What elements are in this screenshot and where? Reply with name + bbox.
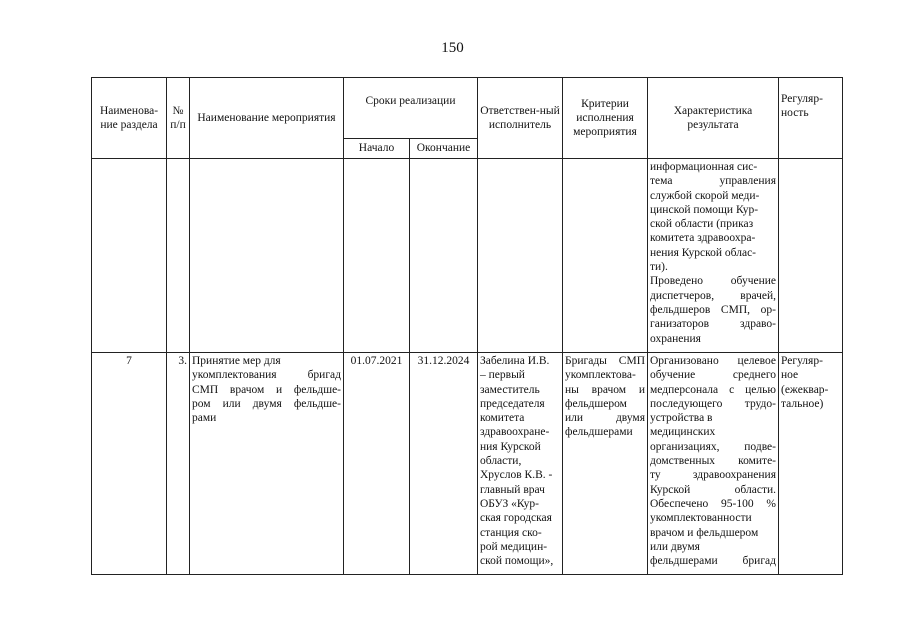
cell-criteria xyxy=(563,353,648,575)
header-deadlines: Сроки реализации xyxy=(344,78,478,139)
responsible-text-line: комитета xyxy=(480,412,525,425)
responsible-text-line: – первый xyxy=(480,369,525,382)
cell-item-empty xyxy=(167,159,190,353)
header-responsible: Ответствен-ный исполнитель xyxy=(478,78,563,159)
result-continued-line: комитета здравоохра- xyxy=(650,232,756,245)
responsible-text-line: ОБУЗ «Кур- xyxy=(480,497,540,510)
result-continued-line: службой скорой меди- xyxy=(650,189,760,202)
result-continued-line: диспетчеров, врачей, xyxy=(650,289,776,302)
result-text-line: устройства в xyxy=(650,412,713,425)
cell-regularity xyxy=(779,353,843,575)
cell-regularity-empty xyxy=(779,159,843,353)
header-result: Характеристика результата xyxy=(648,78,779,159)
regularity-text-line: Регуляр- xyxy=(781,355,823,367)
result-text-line: ту здравоохранения xyxy=(650,469,776,482)
responsible-text-line: рой медицин- xyxy=(480,540,548,553)
result-text-line: организациях, подве- xyxy=(650,440,776,453)
cell-start-empty xyxy=(344,159,410,353)
regularity-text-line: ное xyxy=(781,369,799,382)
responsible-text-line: ской помощи», xyxy=(480,555,554,568)
result-continued-line: фельдшеров СМП, ор- xyxy=(650,303,776,316)
result-text-line: фельдшерами бригад xyxy=(650,555,776,568)
event-text-line: СМП врачом и фельдше- xyxy=(192,383,341,396)
criteria-text xyxy=(565,354,645,440)
result-continued-line: тема управления xyxy=(650,175,776,188)
header-event-name: Наименование мероприятия xyxy=(190,78,344,159)
cell-end-empty xyxy=(410,159,478,353)
result-text-line: домственных комите- xyxy=(650,455,776,468)
result-continued-line: охранения xyxy=(650,332,701,345)
regularity-text-line: тальное) xyxy=(781,397,824,410)
cell-event xyxy=(190,353,344,575)
result-text-line: медицинских xyxy=(650,426,716,439)
result-continued-line: цинской помощи Кур- xyxy=(650,203,759,216)
result-text-line: или двумя xyxy=(650,540,700,553)
result-continued-line: ганизаторов здраво- xyxy=(650,318,776,331)
criteria-text-line: или двумя xyxy=(565,412,645,425)
cell-criteria-empty xyxy=(563,159,648,353)
cell-event-empty xyxy=(190,159,344,353)
page-number: 150 xyxy=(441,40,464,56)
cell-end: 31.12.2024 xyxy=(410,353,478,575)
cell-responsible-empty xyxy=(478,159,563,353)
event-text-line: рами xyxy=(192,412,217,425)
cell-start: 01.07.2021 xyxy=(344,353,410,575)
result-text-line: обучение среднего xyxy=(650,369,776,382)
result-text-line: последующего трудо- xyxy=(650,397,776,410)
header-section-name: Наименова-ние раздела xyxy=(92,78,167,159)
result-continued-text xyxy=(650,160,776,346)
responsible-text xyxy=(480,354,560,568)
responsible-text-line: главный врач xyxy=(480,483,545,496)
regularity-text xyxy=(781,354,840,411)
event-text-line: Принятие мер для xyxy=(192,355,281,367)
criteria-text-line: укомплектова- xyxy=(565,369,636,382)
header-item-no: № п/п xyxy=(167,78,190,159)
result-text-line: Организовано целевое xyxy=(650,355,776,367)
responsible-text-line: заместитель xyxy=(480,383,540,396)
header-regularity: Регуляр-ность xyxy=(779,78,843,159)
responsible-text-line: Забелина И.В. xyxy=(480,355,550,367)
result-continued-line: ти). xyxy=(650,261,668,274)
event-text-line: укомплектования бригад xyxy=(192,369,341,382)
responsible-text-line: Хруслов К.В. - xyxy=(480,469,553,482)
responsible-text-line: здравоохране- xyxy=(480,426,550,439)
header-row-1 xyxy=(92,78,843,139)
table-row-continued xyxy=(92,159,843,353)
regularity-text-line: (ежеквар- xyxy=(781,383,829,396)
result-text xyxy=(650,354,776,568)
table-row-7 xyxy=(92,353,843,575)
event-text xyxy=(192,354,341,425)
responsible-text-line: председателя xyxy=(480,397,545,410)
header-end: Окончание xyxy=(410,139,478,159)
result-text-line: врачом и фельдшером xyxy=(650,526,759,539)
criteria-text-line: фельдшерами xyxy=(565,426,633,439)
result-text-line: укомплектованности xyxy=(650,512,752,525)
result-continued-line: ской области (приказ xyxy=(650,218,754,231)
cell-section-empty xyxy=(92,159,167,353)
cell-result xyxy=(648,353,779,575)
event-text-line: ром или двумя фельдше- xyxy=(192,397,341,410)
criteria-text-line: Бригады СМП xyxy=(565,355,645,367)
result-continued-line: Проведено обучение xyxy=(650,275,776,288)
result-continued-line: нения Курской облас- xyxy=(650,246,757,259)
responsible-text-line: ская городская xyxy=(480,512,552,525)
result-continued-line: информационная сис- xyxy=(650,161,758,173)
cell-responsible xyxy=(478,353,563,575)
result-text-line: Курской области. xyxy=(650,483,776,496)
criteria-text-line: фельдшером xyxy=(565,397,627,410)
header-criteria: Критерии исполнения мероприятия xyxy=(563,78,648,159)
criteria-text-line: ны врачом и xyxy=(565,383,645,396)
responsible-text-line: станция ско- xyxy=(480,526,542,539)
result-text-line: Обеспечено 95-100 % xyxy=(650,497,776,510)
cell-item-no: 3. xyxy=(167,353,190,575)
responsible-text-line: ния Курской xyxy=(480,440,541,453)
cell-section: 7 xyxy=(92,353,167,575)
plan-table xyxy=(91,77,843,575)
header-start: Начало xyxy=(344,139,410,159)
result-text-line: медперсонала с целью xyxy=(650,383,776,396)
cell-result-continued xyxy=(648,159,779,353)
responsible-text-line: области, xyxy=(480,455,522,468)
